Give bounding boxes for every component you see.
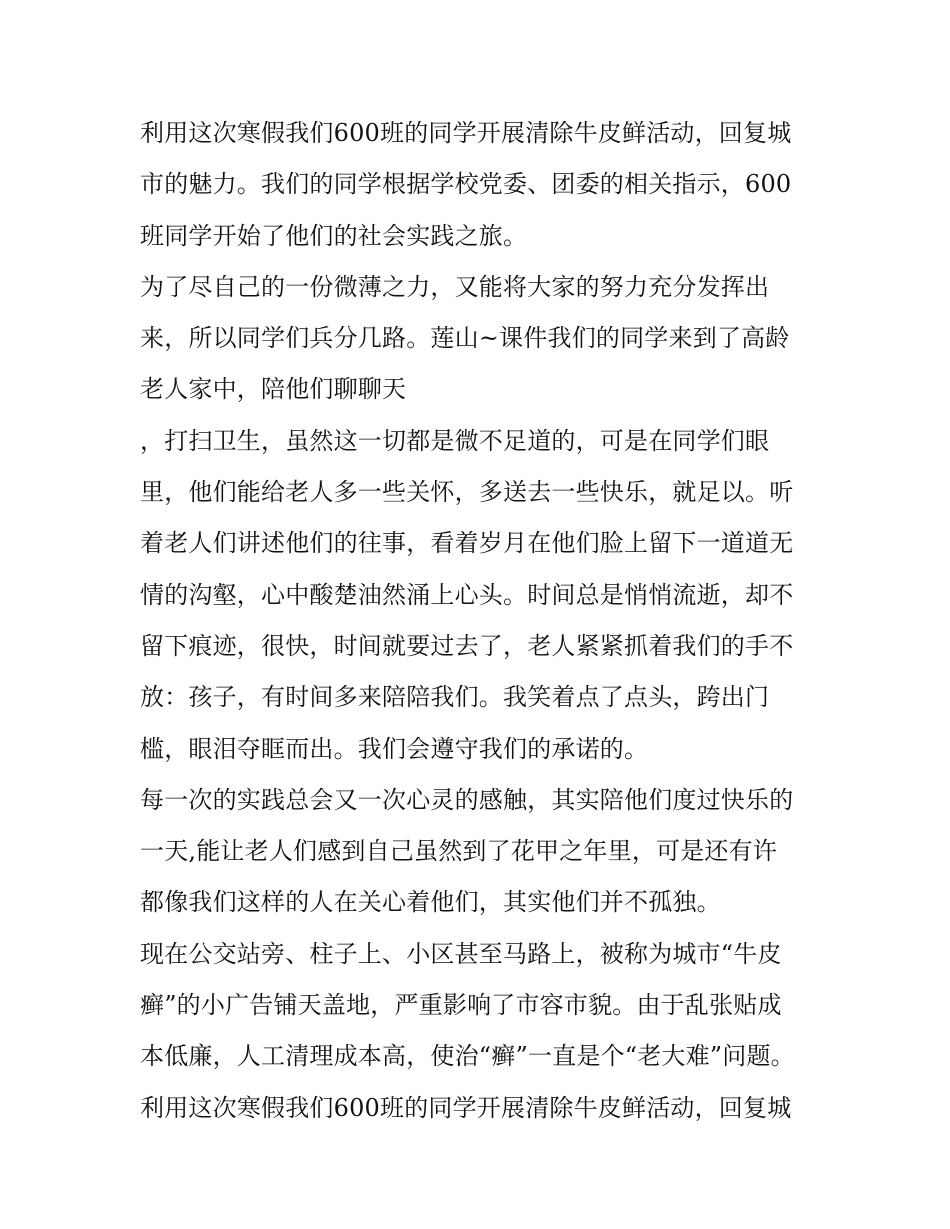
text-line: 为了尽自己的一份微薄之力，又能将大家的努力充分发挥出 [140, 272, 770, 301]
text-line: 癣”的小广告铺天盖地，严重影响了市容市貌。由于乱张贴成 [140, 991, 782, 1020]
text-line: 现在公交站旁、柱子上、小区甚至马路上，被称为城市“牛皮 [140, 939, 782, 968]
text-line: 班同学开始了他们的社会实践之旅。 [140, 221, 528, 250]
text-line: 一天,能让老人们感到自己虽然到了花甲之年里，可是还有许 [140, 837, 778, 866]
text-line: 里，他们能给老人多一些关怀，多送去一些快乐，就足以。听 [140, 478, 794, 507]
text-line: 老人家中，陪他们聊聊天 [140, 375, 407, 404]
text-line: 来，所以同学们兵分几路。莲山~课件我们的同学来到了高龄 [140, 324, 790, 353]
text-line: 市的魅力。我们的同学根据学校党委、团委的相关指示，600 [140, 170, 792, 199]
text-line: 都像我们这样的人在关心着他们，其实他们并不孤独。 [140, 888, 721, 917]
text-line: 本低廉，人工清理成本高，使治“癣”一直是个“老大难”问题。 [140, 1042, 795, 1071]
document-body [140, 108, 820, 1134]
text-line: 放：孩子，有时间多来陪陪我们。我笑着点了点头，跨出门 [140, 683, 770, 712]
text-line: 留下痕迹，很快，时间就要过去了，老人紧紧抓着我们的手不 [140, 631, 794, 660]
text-line: ，打扫卫生，虽然这一切都是微不足道的，可是在同学们眼 [140, 426, 770, 455]
text-line: 槛，眼泪夺眶而出。我们会遵守我们的承诺的。 [140, 734, 649, 763]
text-line: 每一次的实践总会又一次心灵的感触，其实陪他们度过快乐的 [140, 785, 794, 814]
text-line: 利用这次寒假我们600班的同学开展清除牛皮鲜活动，回复城 [140, 119, 792, 147]
text-line: 情的沟壑，心中酸楚油然涌上心头。时间总是悄悄流逝，却不 [140, 580, 794, 609]
text-line: 着老人们讲述他们的往事，看着岁月在他们脸上留下一道道无 [140, 529, 794, 558]
text-line: 利用这次寒假我们600班的同学开展清除牛皮鲜活动，回复城 [140, 1093, 792, 1122]
